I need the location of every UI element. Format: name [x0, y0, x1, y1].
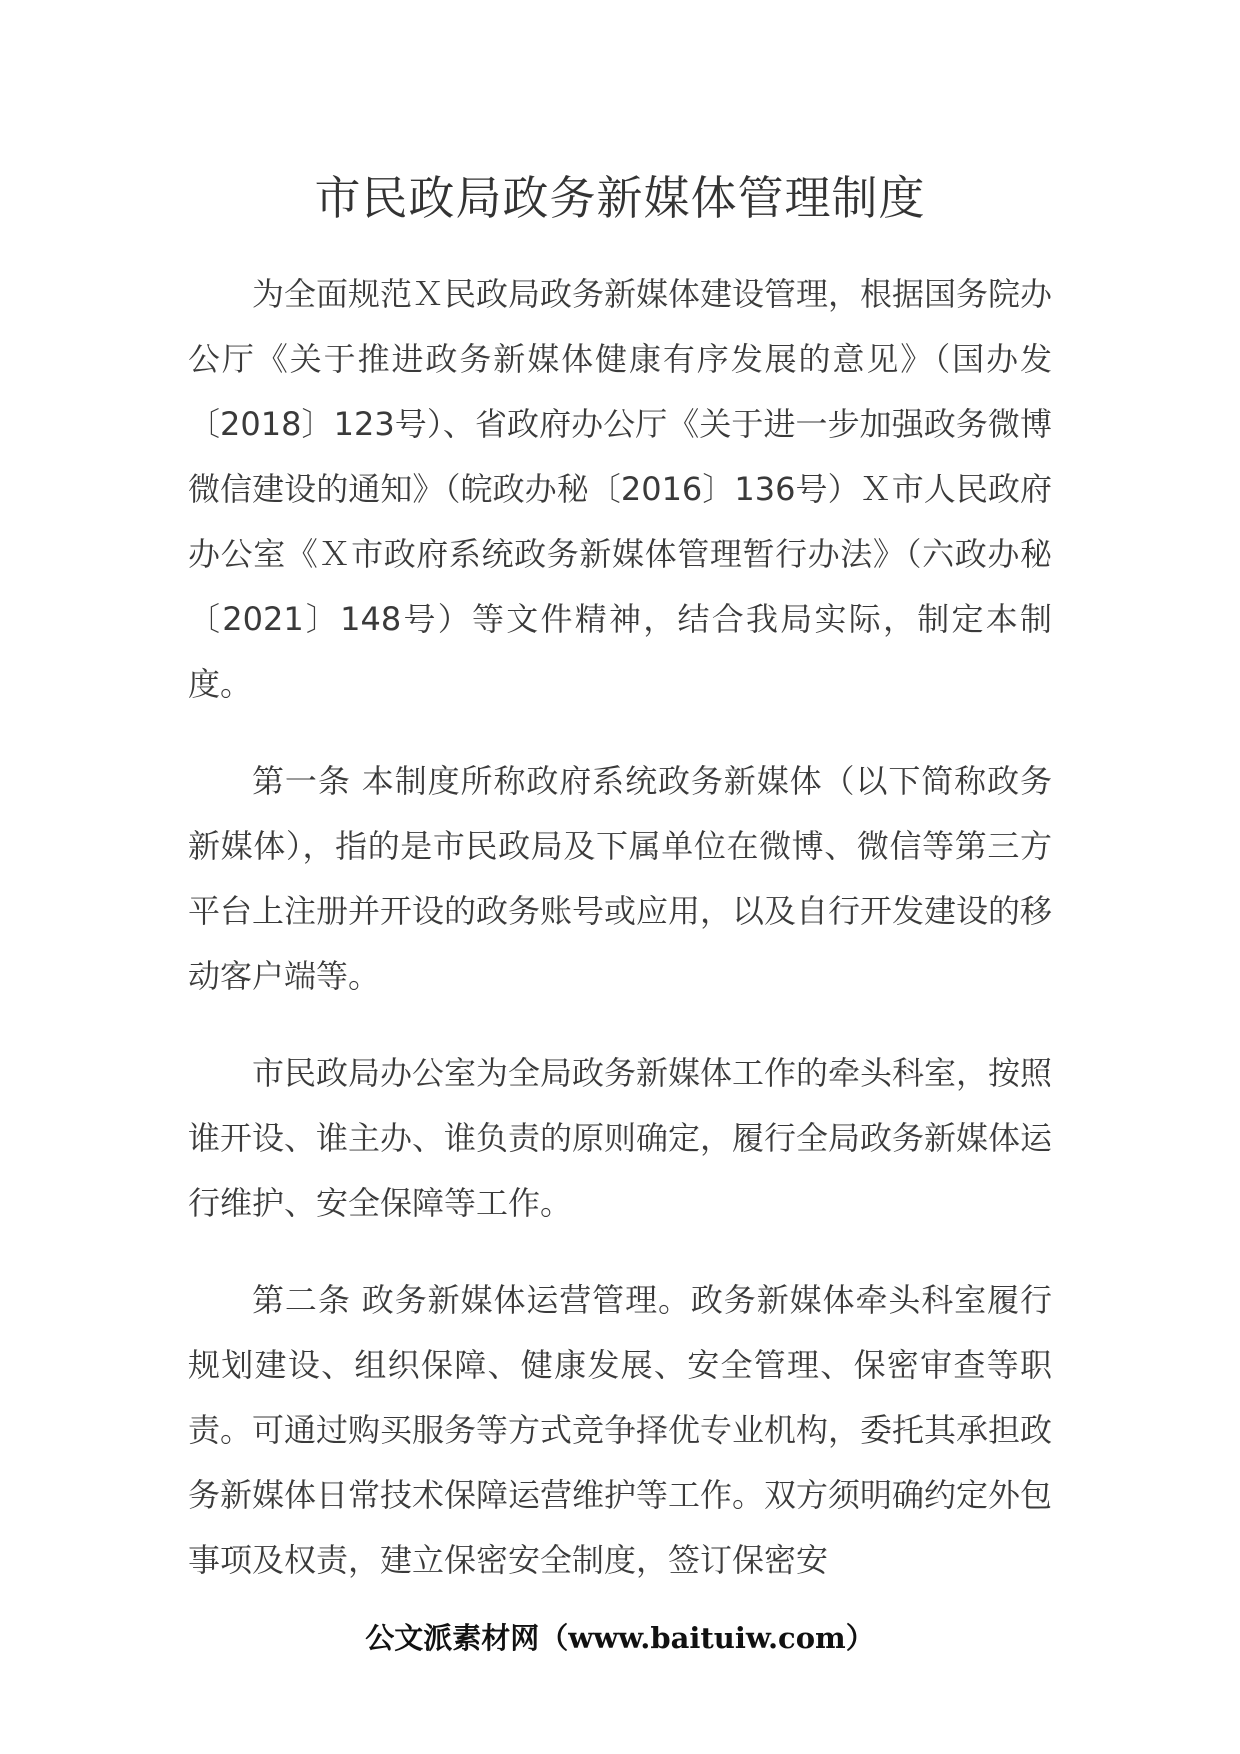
- paragraph-intro: 为全面规范Ｘ民政局政务新媒体建设管理，根据国务院办公厅《关于推进政务新媒体健康有序发展的意见》（国办发〔2018〕123号）、省政府办公厅《关于进一步加强政务微博微信建设的通知》（皖政办秘〔2016〕136号）Ｘ市人民政府办公室《Ｘ市政府系统政务新媒体管理暂行办法》（六政办秘〔2021〕148号）等文件精神，结合我局实际，制定本制度。: [188, 275, 1053, 703]
- paragraph-article-2: 第二条 政务新媒体运营管理。政务新媒体牵头科室履行规划建设、组织保障、健康发展、安全管理、保密审查等职责。可通过购买服务等方式竞争择优专业机构，委托其承担政务新媒体日常技术保障运营维护等工作。双方须明确约定外包事项及权责，建立保密安全制度，签订保密安: [188, 1281, 1053, 1579]
- paragraph-article-1: 第一条 本制度所称政府系统政务新媒体（以下简称政务新媒体），指的是市民政局及下属单位在微博、微信等第三方平台上注册并开设的政务账号或应用，以及自行开发建设的移动客户端等。: [188, 762, 1053, 995]
- document-title: 市民政局政务新媒体管理制度: [314, 171, 926, 225]
- paragraph-office-duty: 市民政局办公室为全局政务新媒体工作的牵头科室，按照谁开设、谁主办、谁负责的原则确定，履行全局政务新媒体运行维护、安全保障等工作。: [188, 1054, 1053, 1222]
- document-body: [188, 262, 1052, 1593]
- footer-watermark: 公文派素材网（www.baituiw.com）: [365, 1621, 875, 1655]
